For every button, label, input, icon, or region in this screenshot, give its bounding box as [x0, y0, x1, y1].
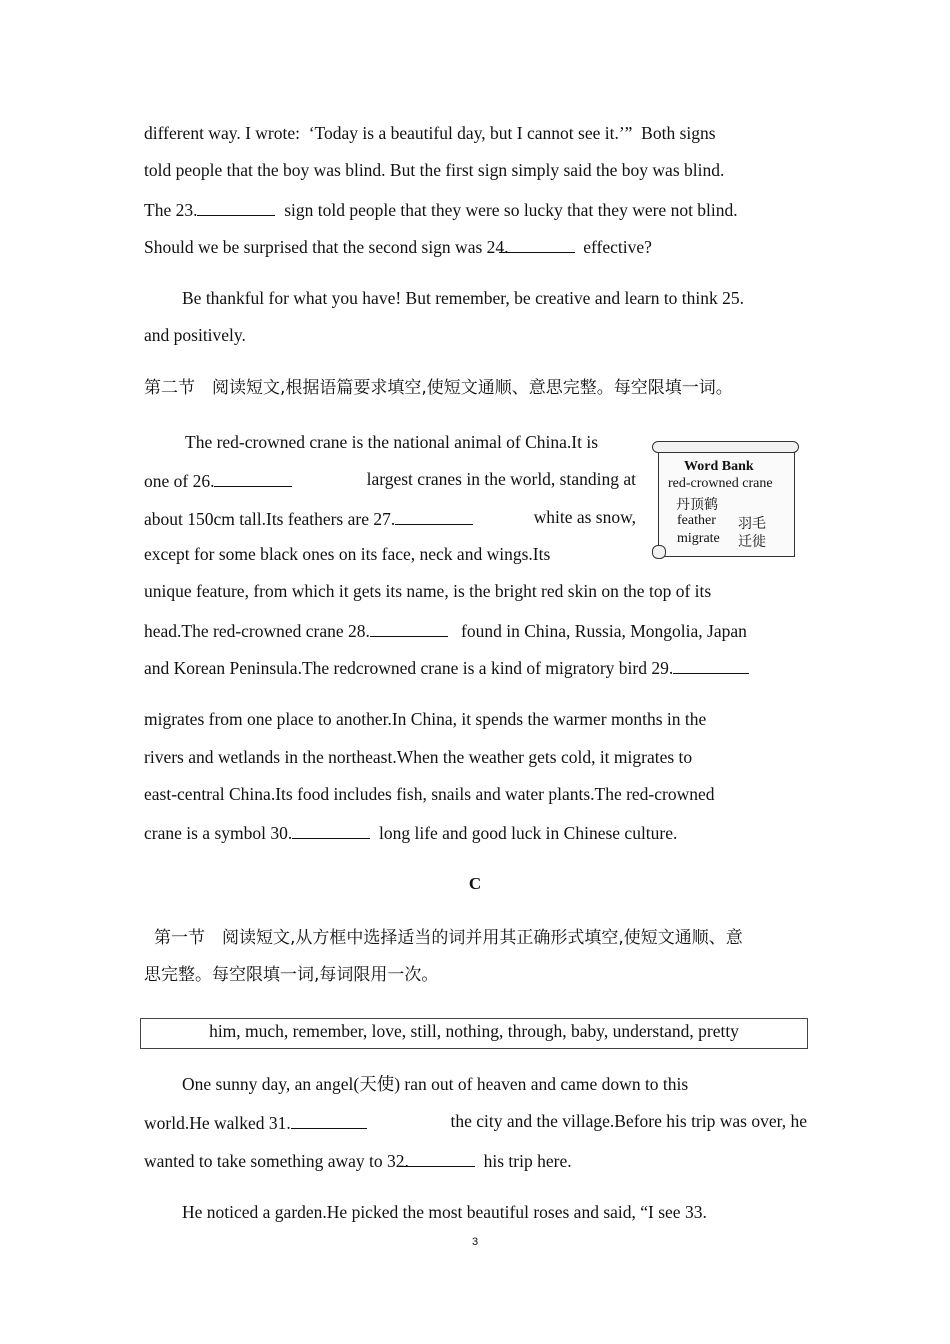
word-choice-box [140, 1018, 808, 1049]
text-line [144, 324, 246, 346]
word-bank-scroll [652, 441, 799, 557]
text: He noticed a garden.He picked the most beautiful roses and said, “I see 33. [182, 1202, 707, 1222]
text-line [144, 1148, 572, 1172]
text: rivers and wetlands in the northeast.When the weather gets cold, it migrates to [144, 747, 693, 767]
blank-27[interactable] [395, 506, 473, 525]
text: unique feature, from which it gets its name, is the bright red skin on the top of its [144, 581, 712, 601]
text: One sunny day, an angel(天使) ran out of heaven and came down to this [182, 1074, 689, 1094]
text: 第一节 阅读短文,从方框中选择适当的词并用其正确形式填空,使短文通顺、意 [154, 928, 743, 948]
word-bank-term: migrate [677, 531, 720, 546]
blank-26[interactable] [214, 468, 292, 487]
text-line [185, 431, 598, 453]
text-line [144, 783, 807, 805]
section-title: C [468, 874, 482, 893]
text: sign told people that they were so lucky that they were not blind. [284, 200, 738, 220]
text-line [144, 618, 747, 642]
text: head.The red-crowned crane 28. [144, 621, 370, 641]
text-line [144, 159, 807, 181]
blank-32[interactable] [399, 1148, 475, 1167]
word-bank-translation: 丹顶鹤 [676, 497, 718, 513]
text: world.He walked 31. [144, 1113, 291, 1133]
blank-24[interactable] [499, 234, 575, 253]
text: Be thankful for what you have! But remember, be creative and learn to think 25. [182, 288, 745, 308]
word-bank-translation: 迁徙 [738, 534, 766, 550]
word-bank-term: red-crowned crane [668, 476, 773, 491]
text: crane is a symbol 30. [144, 823, 293, 843]
text: white as snow, [533, 507, 636, 527]
text-line [144, 746, 807, 768]
text: wanted to take something away to 32. [144, 1151, 409, 1171]
text: told people that the boy was blind. But the first sign simply said the boy was blind. [144, 160, 725, 180]
text: and positively. [144, 325, 246, 345]
text-line [144, 122, 807, 144]
text: except for some black ones on its face, neck and wings.Its [144, 544, 551, 564]
text: and Korean Peninsula.The red [144, 658, 356, 678]
text: migrates from one place to another.In China, it spends the warmer months in the [144, 709, 707, 729]
text: about 150cm tall.Its feathers are 27. [144, 509, 396, 529]
text-line [144, 468, 636, 492]
blank-29[interactable] [673, 655, 749, 674]
text: his trip here. [483, 1151, 572, 1171]
word-bank-translation: 羽毛 [738, 516, 766, 532]
text: largest cranes in the world, standing at [366, 469, 636, 489]
blank-23[interactable] [197, 197, 275, 216]
text: 思完整。每空限填一词,每词限用一次。 [144, 965, 439, 985]
text: The 23. [144, 200, 198, 220]
text-line [144, 543, 636, 565]
blank-31[interactable] [291, 1110, 367, 1129]
text: The red-crowned crane is the national animal of China.It is [185, 432, 599, 452]
section-heading [144, 377, 733, 399]
scroll-roll-bottom [652, 545, 666, 559]
text-line [144, 655, 749, 679]
text-line [144, 820, 677, 844]
text: found in China, Russia, Mongolia, Japan [461, 621, 747, 641]
text-line [144, 506, 636, 530]
text-line [182, 1201, 707, 1223]
word-bank-term: feather [677, 513, 716, 528]
text-line [144, 708, 807, 730]
word-bank-title: Word Bank [684, 459, 754, 474]
section-heading [154, 927, 743, 949]
text: different way. I wrote: ‘Today is a beautiful day, but I cannot see it.’” Both signs [144, 123, 716, 143]
text: one of 26. [144, 471, 215, 491]
blank-30[interactable] [292, 820, 370, 839]
text: long life and good luck in Chinese culture. [378, 823, 678, 843]
page-number: 3 [471, 1236, 479, 1248]
text: effective? [583, 237, 652, 257]
text-line [182, 1073, 807, 1095]
blank-28[interactable] [370, 618, 448, 637]
text: east-central China.Its food includes fish, snails and water plants.The red-crowned [144, 784, 715, 804]
text: Should we be surprised that the second sign was 24. [144, 237, 509, 257]
text-line [144, 197, 807, 221]
text: crowned crane is a kind of migratory bird 29. [355, 658, 674, 678]
word-choices: him, much, remember, love, still, nothing, through, baby, understand, pretty [209, 1021, 739, 1041]
text: the city and the village.Before his trip was over, he [450, 1111, 807, 1131]
text: 第二节 阅读短文,根据语篇要求填空,使短文通顺、意思完整。每空限填一词。 [144, 378, 733, 398]
text-line [182, 287, 744, 309]
scroll-roll-top [652, 441, 799, 453]
text-line [144, 234, 652, 258]
text-line [144, 580, 807, 602]
text-line [144, 1110, 807, 1134]
section-heading [144, 964, 438, 986]
